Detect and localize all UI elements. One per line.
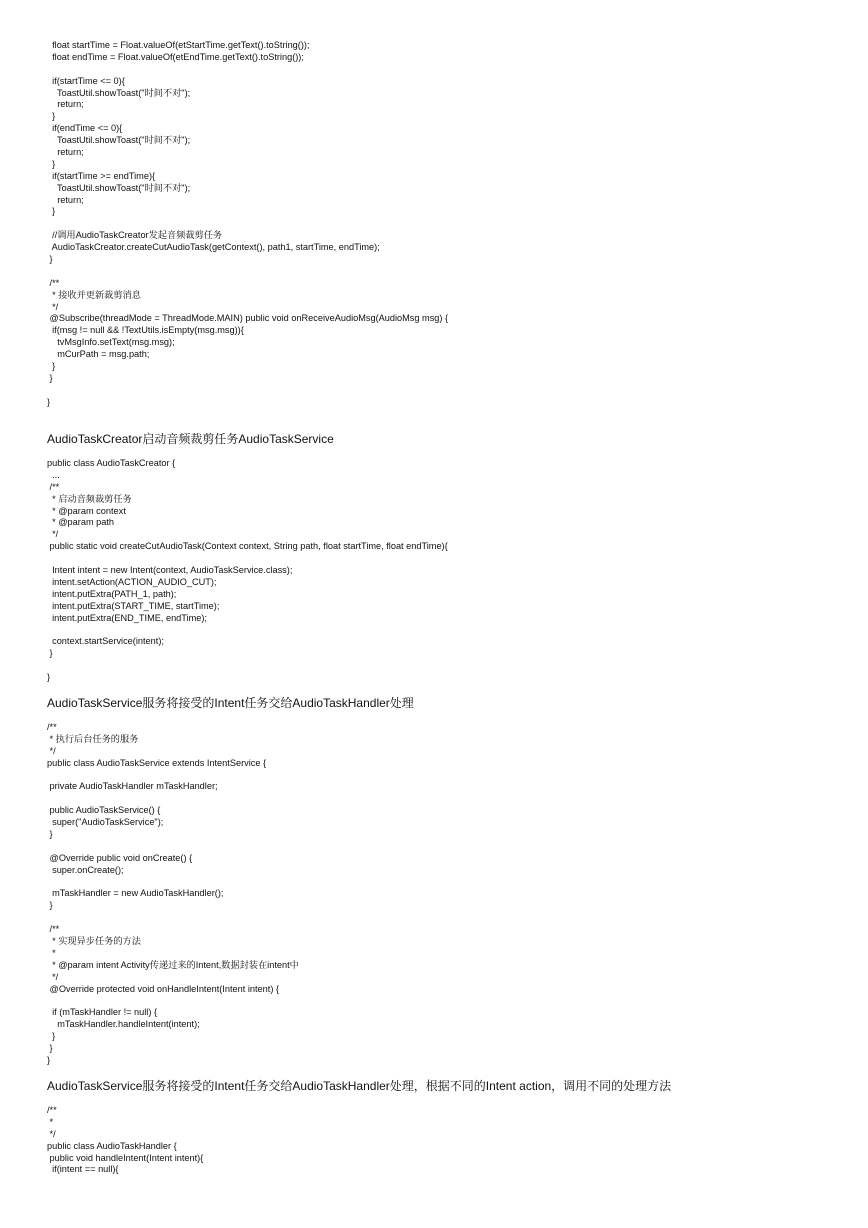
- code-line: public void handleIntent(Intent intent){: [47, 1152, 204, 1163]
- code-line: if(endTime <= 0){: [47, 123, 123, 134]
- code-line: mTaskHandler = new AudioTaskHandler();: [47, 888, 224, 899]
- code-block-audio-task-service: [0, 722, 868, 1067]
- code-line: public AudioTaskService() {: [47, 805, 161, 816]
- code-block-audio-task-creator: [0, 458, 868, 684]
- code-line: }: [47, 1043, 53, 1054]
- code-line: }: [47, 254, 53, 265]
- code-line: return;: [47, 194, 84, 205]
- code-line: [0, 266, 868, 278]
- code-line: }: [47, 1031, 56, 1042]
- code-line: [0, 624, 868, 636]
- code-line: /**: [47, 1105, 57, 1115]
- code-line: [0, 841, 868, 853]
- section-heading-audio-task-service: AudioTaskService服务将接受的Intent任务交给AudioTaskHandler处理: [47, 696, 414, 710]
- code-line: @Override protected void onHandleIntent(Intent intent) {: [47, 983, 280, 994]
- code-line: [0, 912, 868, 924]
- code-line: }: [47, 672, 51, 683]
- code-line: [0, 995, 868, 1007]
- code-line: /**: [47, 277, 60, 288]
- code-line: * 执行后台任务的服务: [47, 733, 139, 744]
- code-line: Intent intent = new Intent(context, AudioTaskService.class);: [47, 565, 293, 576]
- code-line: mCurPath = msg.path;: [47, 349, 150, 360]
- code-line: */: [47, 971, 59, 982]
- section-heading-audio-task-handler: AudioTaskService服务将接受的Intent任务交给AudioTaskHandler处理，根据不同的Intent action，调用不同的处理方法: [47, 1079, 672, 1093]
- code-line: context.startService(intent);: [47, 636, 164, 647]
- code-line: if(intent == null){: [47, 1164, 119, 1175]
- code-line: [0, 770, 868, 782]
- code-line: super.onCreate();: [47, 864, 124, 875]
- code-line: * @param intent Activity传递过来的Intent,数据封装在intent中: [47, 959, 299, 970]
- code-line: [0, 385, 868, 397]
- code-line: ToastUtil.showToast("时间不对");: [47, 182, 191, 193]
- code-line: super("AudioTaskService");: [47, 817, 164, 828]
- code-line: */: [47, 529, 59, 540]
- code-line: * 启动音频裁剪任务: [47, 493, 132, 504]
- code-line: tvMsgInfo.setText(msg.msg);: [47, 337, 175, 348]
- code-line: }: [47, 829, 53, 840]
- code-line: //调用AudioTaskCreator发起音频裁剪任务: [47, 230, 223, 241]
- code-line: float startTime = Float.valueOf(etStartTime.getText().toString());: [47, 40, 310, 50]
- code-line: */: [47, 301, 59, 312]
- section-heading-audio-task-creator: AudioTaskCreator启动音频裁剪任务AudioTaskService: [47, 432, 334, 446]
- code-line: if(startTime >= endTime){: [47, 170, 156, 181]
- code-line: ...: [47, 469, 60, 480]
- code-line: }: [47, 648, 53, 659]
- code-line: ToastUtil.showToast("时间不对");: [47, 87, 191, 98]
- code-line: float endTime = Float.valueOf(etEndTime.getText().toString());: [47, 51, 304, 62]
- code-line: if(msg != null && !TextUtils.isEmpty(msg.msg)){: [47, 325, 244, 336]
- code-line: }: [47, 396, 51, 407]
- code-line: /**: [47, 722, 57, 732]
- code-line: [0, 64, 868, 76]
- code-line: }: [47, 111, 56, 122]
- code-line: }: [47, 361, 56, 372]
- code-line: [0, 660, 868, 672]
- code-line: intent.putExtra(END_TIME, endTime);: [47, 612, 207, 623]
- code-line: AudioTaskCreator.createCutAudioTask(getContext(), path1, startTime, endTime);: [47, 242, 380, 253]
- code-line: public class AudioTaskService extends IntentService {: [47, 757, 267, 768]
- code-block-audio-task-handler: [0, 1105, 868, 1176]
- code-line: * 实现异步任务的方法: [47, 936, 141, 947]
- code-line: }: [47, 900, 53, 911]
- code-line: }: [47, 206, 56, 217]
- code-line: }: [47, 372, 53, 383]
- code-line: public static void createCutAudioTask(Context context, String path, float startTime, float endTime){: [47, 541, 448, 552]
- code-line: * 接收并更新裁剪消息: [47, 289, 141, 300]
- code-line: if(startTime <= 0){: [47, 75, 125, 86]
- code-line: @Subscribe(threadMode = ThreadMode.MAIN) public void onReceiveAudioMsg(AudioMsg msg) {: [47, 313, 449, 324]
- code-line: private AudioTaskHandler mTaskHandler;: [47, 781, 218, 792]
- code-line: return;: [47, 147, 84, 158]
- code-line: [0, 793, 868, 805]
- code-line: [0, 553, 868, 565]
- code-line: @Override public void onCreate() {: [47, 852, 193, 863]
- code-line: }: [47, 1054, 51, 1065]
- code-line: [0, 877, 868, 889]
- code-line: /**: [47, 924, 60, 935]
- code-line: if (mTaskHandler != null) {: [47, 1007, 158, 1018]
- code-line: */: [47, 1128, 56, 1139]
- code-line: */: [47, 745, 56, 756]
- code-line: *: [47, 947, 56, 958]
- code-line: * @param context: [47, 505, 126, 516]
- code-block-fragment-audio-cut: [0, 40, 868, 409]
- code-line: return;: [47, 99, 84, 110]
- code-line: [0, 218, 868, 230]
- code-line: public class AudioTaskCreator {: [47, 458, 176, 468]
- code-line: *: [47, 1116, 54, 1127]
- code-line: mTaskHandler.handleIntent(intent);: [47, 1019, 200, 1030]
- code-line: intent.putExtra(PATH_1, path);: [47, 588, 177, 599]
- code-line: public class AudioTaskHandler {: [47, 1140, 177, 1151]
- code-line: }: [47, 158, 56, 169]
- code-line: /**: [47, 481, 60, 492]
- code-line: intent.setAction(ACTION_AUDIO_CUT);: [47, 576, 217, 587]
- code-line: * @param path: [47, 517, 115, 528]
- code-line: ToastUtil.showToast("时间不对");: [47, 135, 191, 146]
- code-line: intent.putExtra(START_TIME, startTime);: [47, 600, 220, 611]
